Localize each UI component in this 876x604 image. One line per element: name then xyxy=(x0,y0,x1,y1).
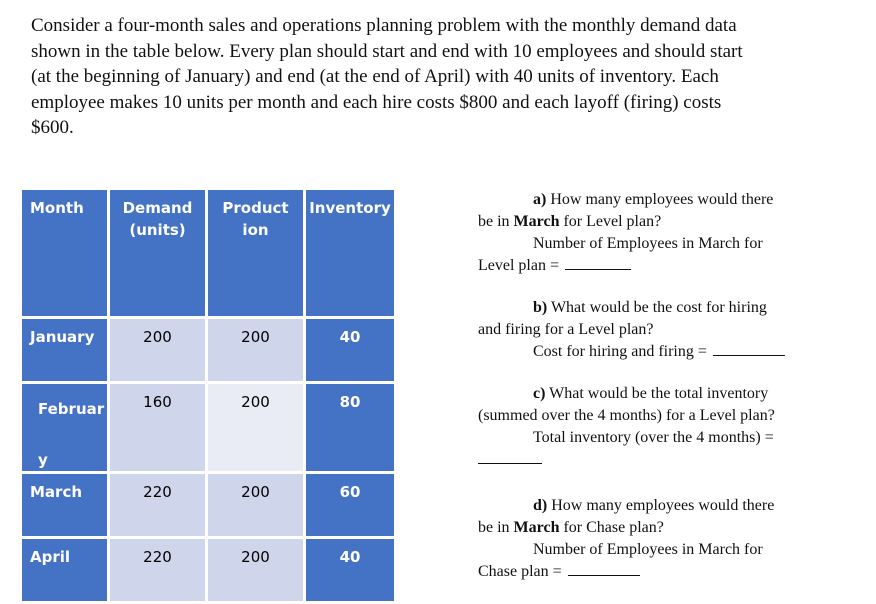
question-text: be in xyxy=(478,519,510,536)
table-row xyxy=(21,473,396,538)
answer-prompt: Number of Employees in March for xyxy=(533,541,763,558)
question-text: for Level plan? xyxy=(563,213,662,230)
answer-prompt: Level plan = xyxy=(478,257,559,274)
inventory-cell: 60 xyxy=(305,473,396,538)
question-b xyxy=(478,297,823,383)
question-text: and firing for a Level plan? xyxy=(478,321,654,338)
intro-line: employee makes 10 units per month and each hire costs $800 and each layoff (firing) costs xyxy=(31,91,722,113)
header-demand: Demand (units) xyxy=(109,189,207,318)
table-row xyxy=(21,318,396,383)
demand-table xyxy=(19,187,397,604)
answer-blank[interactable] xyxy=(478,449,542,464)
demand-cell: 220 xyxy=(109,538,207,603)
answer-prompt: Chase plan = xyxy=(478,563,562,580)
question-label: d) xyxy=(533,497,548,514)
production-cell: 200 xyxy=(207,538,305,603)
intro-line: $600. xyxy=(31,117,74,138)
question-text: What would be the total inventory xyxy=(549,385,769,402)
intro-line: shown in the table below. Every plan should start and end with 10 employees and should start xyxy=(31,40,743,62)
question-text: How many employees would there xyxy=(550,191,774,208)
header-month: Month xyxy=(21,189,109,318)
question-label: b) xyxy=(533,299,548,316)
question-c xyxy=(478,383,823,495)
header-production: Product ion xyxy=(207,189,305,318)
question-text: (summed over the 4 months) for a Level plan? xyxy=(478,407,775,424)
table-header-row xyxy=(21,189,396,318)
intro-line: (at the beginning of January) and end (at the end of April) with 40 units of inventory. Each xyxy=(31,66,719,87)
answer-blank[interactable] xyxy=(568,561,640,576)
demand-cell: 160 xyxy=(109,383,207,473)
answer-prompt: Number of Employees in March for xyxy=(533,235,763,252)
table-row xyxy=(21,538,396,603)
inventory-cell: 40 xyxy=(305,318,396,383)
question-label: a) xyxy=(533,191,547,208)
intro-line: Consider a four-month sales and operations planning problem with the monthly demand data xyxy=(31,15,737,36)
month-cell: January xyxy=(21,318,109,383)
questions-panel xyxy=(478,189,823,583)
question-label: c) xyxy=(533,385,546,402)
month-cell: April xyxy=(21,538,109,603)
month-cell: March xyxy=(21,473,109,538)
demand-cell: 220 xyxy=(109,473,207,538)
problem-statement xyxy=(31,13,841,141)
demand-cell: 200 xyxy=(109,318,207,383)
table-row xyxy=(21,383,396,473)
question-text: What would be the cost for hiring xyxy=(550,299,767,316)
production-cell: 200 xyxy=(207,383,305,473)
answer-blank[interactable] xyxy=(565,255,631,270)
production-cell: 200 xyxy=(207,318,305,383)
header-inventory: Inventory xyxy=(305,189,396,318)
question-text: be in xyxy=(478,213,510,230)
production-cell: 200 xyxy=(207,473,305,538)
question-a xyxy=(478,189,823,297)
question-emphasis: March xyxy=(513,213,560,230)
answer-prompt: Cost for hiring and firing = xyxy=(533,343,707,360)
question-text: How many employees would there xyxy=(551,497,775,514)
answer-prompt: Total inventory (over the 4 months) = xyxy=(533,429,774,446)
answer-blank[interactable] xyxy=(713,341,785,356)
inventory-cell: 80 xyxy=(305,383,396,473)
question-text: for Chase plan? xyxy=(563,519,664,536)
question-emphasis: March xyxy=(513,519,560,536)
inventory-cell: 40 xyxy=(305,538,396,603)
question-d xyxy=(478,495,823,583)
month-cell: Februar y xyxy=(21,383,109,473)
